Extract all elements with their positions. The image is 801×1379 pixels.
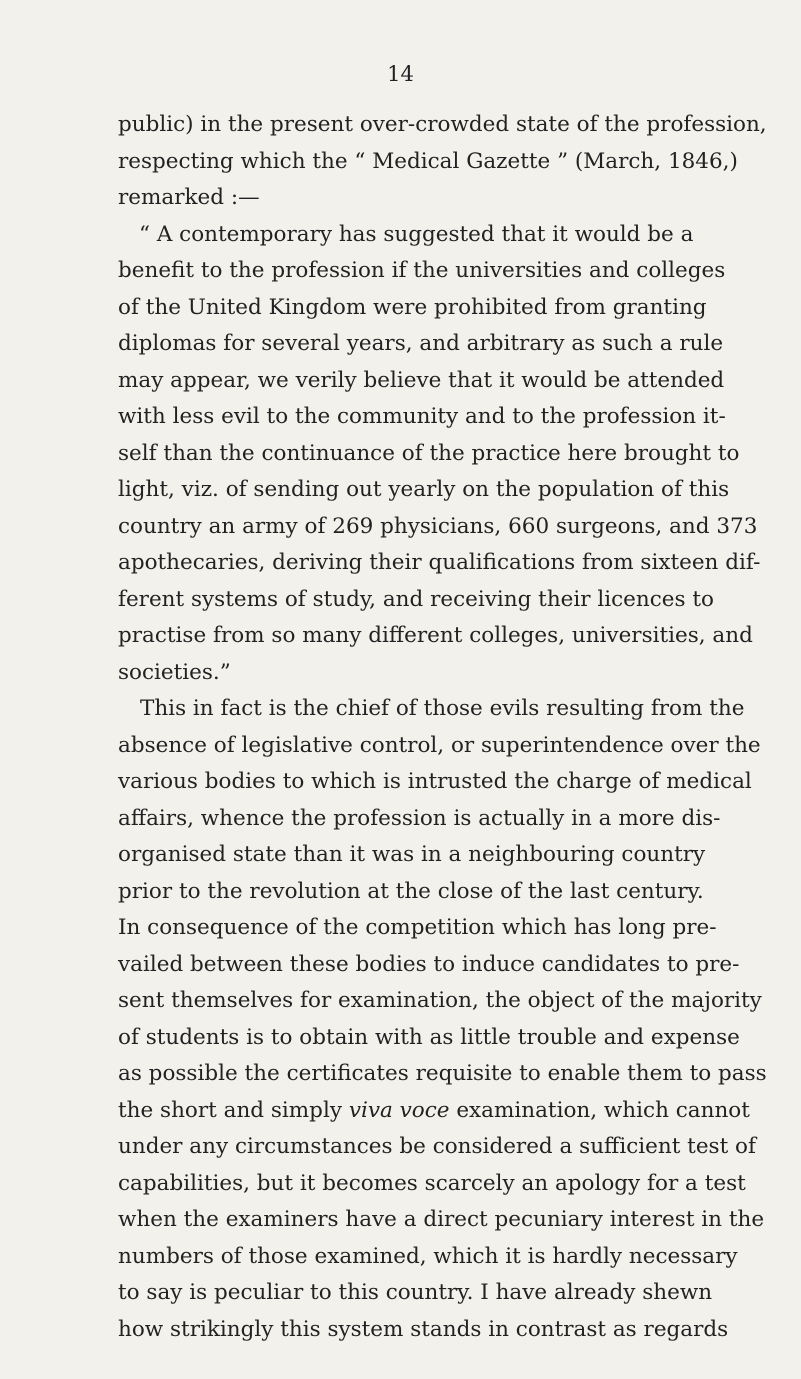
text-line: absence of legislative control, or superintendence over the	[118, 732, 761, 758]
quote-line: country an army of 269 physicians, 660 surgeons, and 373	[118, 513, 758, 539]
text-line: how strikingly this system stands in contrast as regards	[118, 1316, 729, 1342]
quote-line: of the United Kingdom were prohibited from granting	[118, 294, 707, 320]
text-line: respecting which the “ Medical Gazette ” (March, 1846,)	[118, 148, 738, 174]
quote-line: may appear, we verily believe that it would be attended	[118, 367, 725, 393]
quote-line: light, viz. of sending out yearly on the population of this	[118, 477, 730, 502]
quote-line: “ A contemporary has suggested that it would be a	[139, 221, 694, 247]
italic-phrase: viva voce	[348, 1097, 450, 1123]
quote-line: benefit to the profession if the universities and colleges	[118, 258, 726, 283]
quote-line: ferent systems of study, and receiving their licences to	[118, 586, 714, 612]
quote-line: with less evil to the community and to the profession it-	[118, 404, 726, 429]
text-line-italic	[118, 1093, 750, 1130]
text-fragment: examination, which cannot	[449, 1097, 750, 1123]
text-line: This in fact is the chief of those evils resulting from the	[140, 696, 745, 721]
text-line: prior to the revolution at the close of the last century.	[118, 878, 704, 904]
page-number: 14	[387, 62, 414, 86]
text-line: as possible the certificates requisite to enable them to pass	[118, 1061, 767, 1086]
text-line: sent themselves for examination, the object of the majority	[118, 988, 762, 1013]
text-line: to say is peculiar to this country. I have already shewn	[118, 1280, 713, 1305]
text-line: public) in the present over-crowded state of the profession,	[118, 112, 767, 137]
quote-line: self than the continuance of the practice here brought to	[118, 440, 740, 466]
text-line: numbers of those examined, which it is hardly necessary	[118, 1243, 738, 1269]
text-line: under any circumstances be considered a sufficient test of	[118, 1134, 756, 1159]
text-line: organised state than it was in a neighbouring country	[118, 842, 706, 867]
text-line: affairs, whence the profession is actually in a more dis-	[118, 805, 721, 831]
text-line: capabilities, but it becomes scarcely an apology for a test	[118, 1170, 746, 1196]
text-line: remarked :—	[118, 185, 260, 210]
quote-line: apothecaries, deriving their qualifications from sixteen dif-	[118, 550, 761, 575]
text-fragment: the short and simply	[118, 1097, 349, 1123]
text-line: vailed between these bodies to induce candidates to pre-	[118, 951, 740, 977]
quote-line: diplomas for several years, and arbitrary as such a rule	[118, 331, 724, 356]
text-line: when the examiners have a direct pecuniary interest in the	[118, 1207, 765, 1232]
text-line: In consequence of the competition which has long pre-	[118, 915, 717, 940]
text-line: of students is to obtain with as little trouble and expense	[118, 1024, 740, 1050]
quote-line: societies.”	[118, 659, 231, 685]
quote-line: practise from so many different colleges, universities, and	[118, 623, 753, 648]
text-line: various bodies to which is intrusted the charge of medical	[118, 769, 752, 794]
body-text	[118, 107, 767, 1348]
